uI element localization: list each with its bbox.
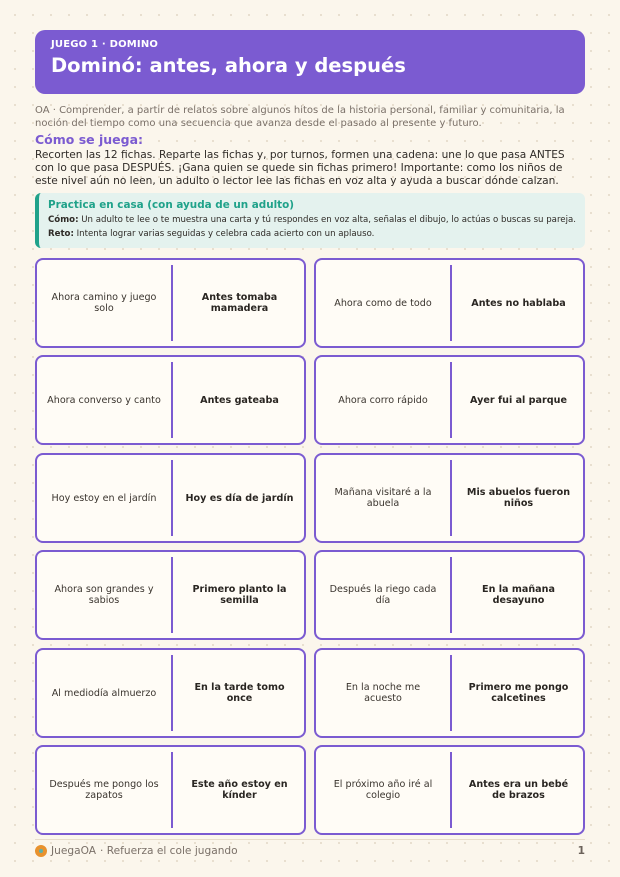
page-header (35, 30, 585, 94)
footer-brand: JuegaOA (51, 845, 96, 857)
domino-card[interactable] (35, 550, 306, 640)
domino-card-right: Primero planto la semilla (192, 584, 287, 606)
domino-card-left: Ahora corro rápido (338, 394, 428, 406)
domino-card-left: Mañana visitaré a la abuela (334, 487, 432, 509)
practice-como (48, 215, 575, 225)
practice-reto-text: Intenta lograr varias seguidas y celebra cada acierto con un aplauso. (76, 229, 375, 239)
domino-card[interactable] (314, 453, 585, 543)
practice-reto-label: Reto: (48, 229, 74, 239)
domino-card-right: Ayer fui al parque (470, 394, 567, 406)
domino-card[interactable] (35, 258, 306, 348)
domino-card-left: Al mediodía almuerzo (51, 687, 157, 699)
domino-card[interactable] (35, 355, 306, 445)
page-number: 1 (577, 845, 585, 857)
game-eyebrow: JUEGO 1 · DOMINO (51, 39, 159, 50)
domino-card-right: Primero me pongo calcetines (468, 682, 569, 704)
how-to-body: Recorten las 12 fichas. Reparte las fichas y, por turnos, formen una cadena: une lo que pasa ANTES con lo que pasa DESPUÉS. ¡Gana quien se quede sin fichas primero! Importante: como los niños de este nivel aún no leen, un adulto o lector lee las fichas en voz alta y ayuda a buscar dónde calzan. (35, 149, 565, 188)
domino-card-left: Después la riego cada día (329, 584, 437, 606)
domino-card-right: En la mañana desayuno (482, 584, 555, 606)
domino-card-left: Ahora converso y canto (47, 394, 161, 406)
domino-card-right: Antes no hablaba (471, 297, 566, 309)
domino-card-right: Hoy es día de jardín (185, 492, 294, 504)
practice-title: Practica en casa (con ayuda de un adulto) (48, 199, 295, 211)
learning-objective: OA · Comprender, a partir de relatos sobre algunos hitos de la historia personal, familiar y comunitaria, la noción del tiempo como una secuencia que avanza desde el pasado al presente y futuro. (35, 105, 565, 129)
domino-card[interactable] (314, 550, 585, 640)
page-title: Dominó: antes, ahora y después (51, 54, 406, 77)
domino-card-right: Antes era un bebé de brazos (468, 779, 569, 801)
domino-card-left: Ahora como de todo (334, 297, 432, 309)
domino-card-left: En la noche me acuesto (345, 682, 421, 704)
domino-card-left: Hoy estoy en el jardín (51, 492, 157, 504)
domino-card-right: Antes tomaba mamadera (201, 292, 278, 314)
practice-reto (48, 229, 575, 239)
practice-como-text: Un adulto te lee o te muestra una carta y tú respondes en voz alta, señalas el dibujo, lo actúas o buscas su pareja. (81, 215, 576, 225)
domino-card[interactable] (35, 648, 306, 738)
footer-divider (35, 839, 585, 840)
domino-card-right: Este año estoy en kínder (191, 779, 288, 801)
practice-como-label: Cómo: (48, 215, 79, 225)
domino-card[interactable] (314, 648, 585, 738)
footer-tagline: · Refuerza el cole jugando (99, 845, 238, 857)
page-footer (35, 843, 585, 859)
domino-card-right: Antes gateaba (200, 394, 279, 406)
domino-card-right: Mis abuelos fueron niños (466, 487, 571, 509)
domino-card-left: Ahora camino y juego solo (51, 292, 157, 314)
practice-box (35, 193, 585, 248)
domino-card[interactable] (314, 258, 585, 348)
domino-card-left: Ahora son grandes y sabios (54, 584, 154, 606)
domino-card-left: El próximo año iré al colegio (333, 779, 433, 801)
domino-card-left: Después me pongo los zapatos (49, 779, 159, 801)
juegaoa-logo-icon (35, 845, 47, 857)
domino-card-right: En la tarde tomo once (194, 682, 285, 704)
how-to-title: Cómo se juega: (35, 132, 144, 147)
domino-card[interactable] (35, 453, 306, 543)
domino-card[interactable] (314, 745, 585, 835)
domino-card[interactable] (314, 355, 585, 445)
domino-card[interactable] (35, 745, 306, 835)
